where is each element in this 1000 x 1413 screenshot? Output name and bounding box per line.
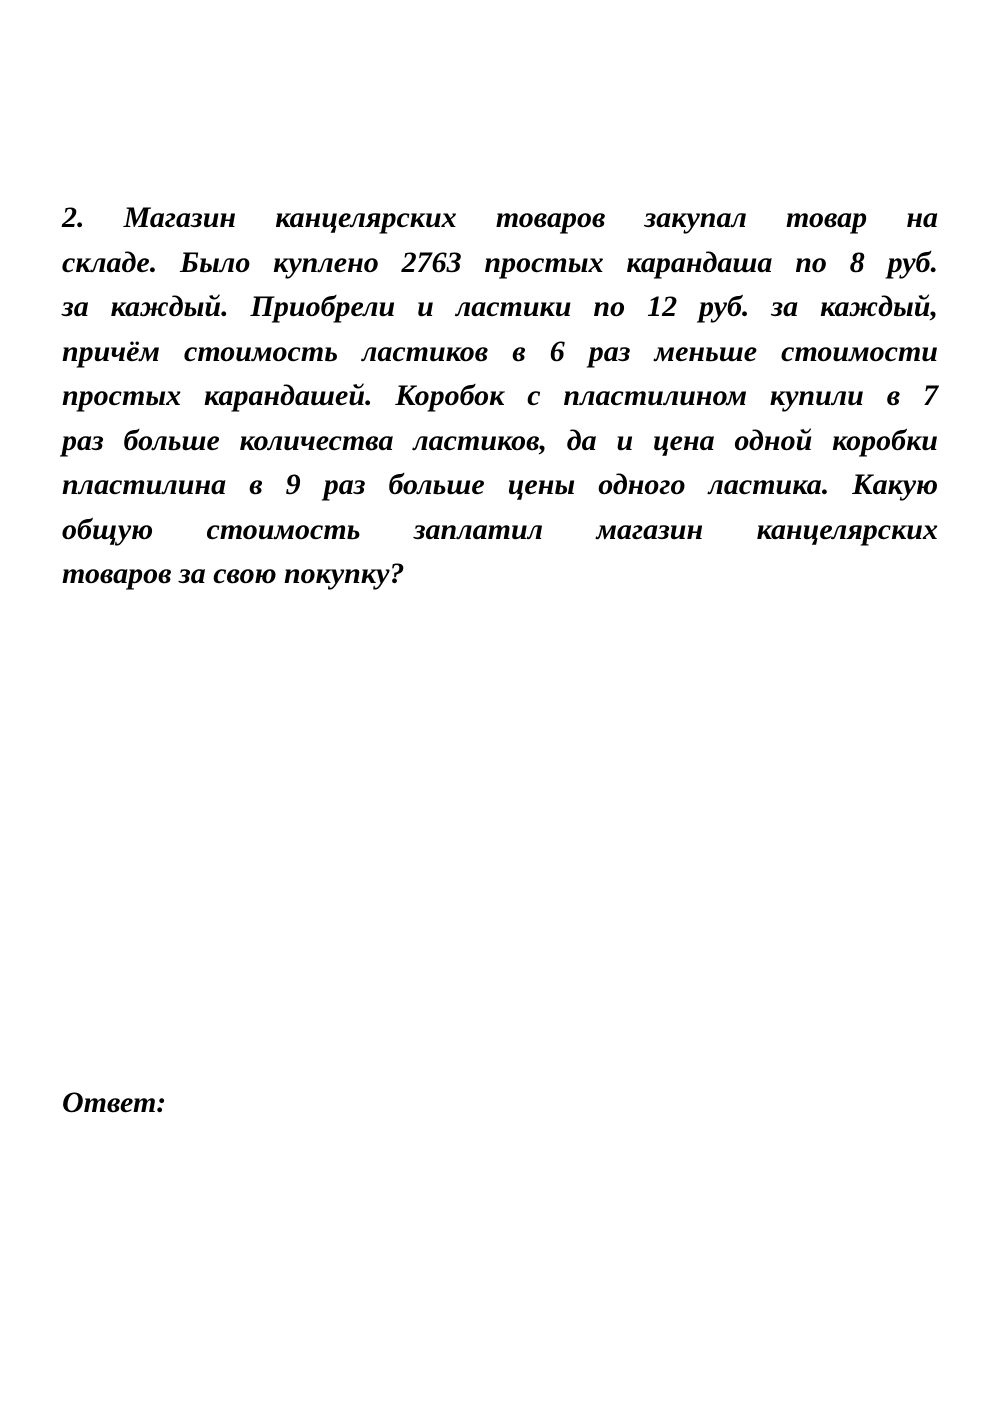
problem-text — [62, 196, 938, 597]
answer-label: Ответ: — [62, 1086, 167, 1119]
problem-line: простых карандашей. Коробок с пластилином купили в 7 — [62, 379, 938, 412]
problem-line: 2. Магазин канцелярских товаров закупал товар на — [62, 201, 938, 234]
problem-line: раз больше количества ластиков, да и цена одной коробки — [62, 423, 938, 457]
problem-line: товаров за свою покупку? — [62, 557, 405, 590]
problem-line: общую стоимость заплатил магазин канцелярских — [62, 512, 938, 546]
problem-line: складе. Было куплено 2763 простых карандаша по 8 руб. — [62, 245, 938, 279]
problem-line: причём стоимость ластиков в 6 раз меньше стоимости — [62, 334, 938, 368]
problem-line: за каждый. Приобрели и ластики по 12 руб. за каждый, — [62, 290, 938, 323]
problem-line: пластилина в 9 раз больше цены одного ластика. Какую — [62, 468, 938, 501]
